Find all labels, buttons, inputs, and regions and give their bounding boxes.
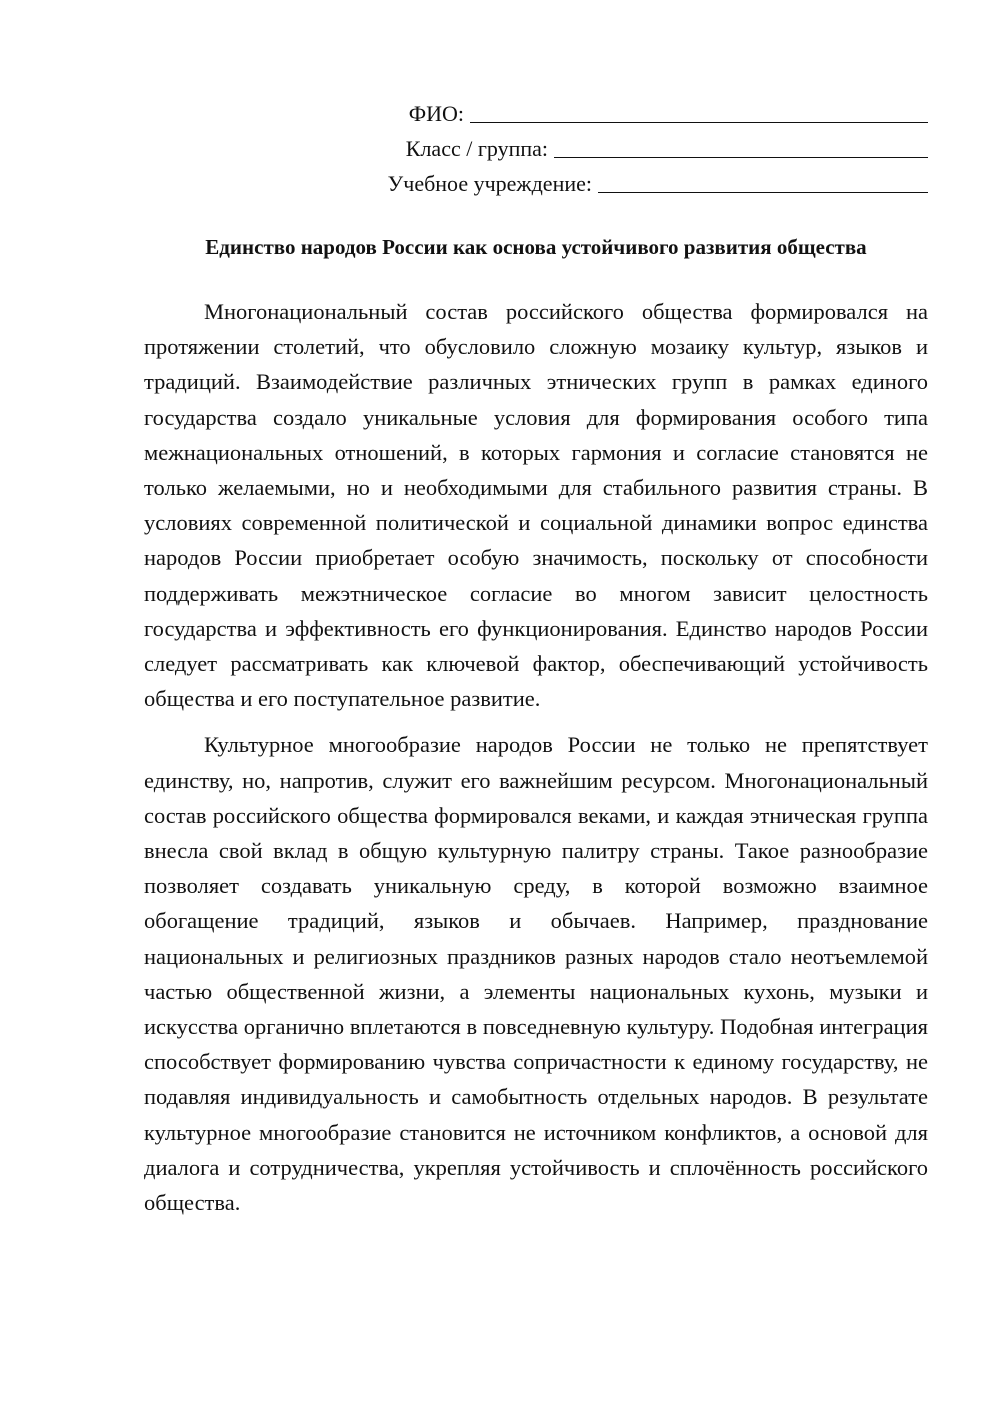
fio-blank-line[interactable] (470, 100, 928, 123)
institution-label: Учебное учреждение: (387, 171, 592, 196)
document-body (144, 294, 928, 1231)
paragraph: Многонациональный состав российского общества формировался на протяжении столетий, что обусловило сложную мозаику культур, языков и традиций. Взаимодействие различных этнических групп в рамках единого государства создало уникальные условия для формирования особого типа межнациональных отношений, в которых гармония и согласие становятся не только желаемыми, но и необходимыми для стабильного развития страны. В условиях современной политической и социальной динамики вопрос единства народов России приобретает особую значимость, поскольку от способности поддерживать межэтническое согласие во многом зависит целостность государства и эффективность его функционирования. Единство народов России следует рассматривать как ключевой фактор, обеспечивающий устойчивость общества и его поступательное развитие. (144, 299, 928, 712)
class-group-label: Класс / группа: (405, 136, 548, 161)
fio-field-row (328, 92, 928, 127)
document-title: Единство народов России как основа устойчивого развития общества (205, 235, 867, 259)
paragraph: Культурное многообразие народов России не только не препятствует единству, но, напротив, служит его важнейшим ресурсом. Многонациональный состав российского общества формировался веками, и каждая этническая группа внесла свой вклад в общую культурную палитру страны. Такое разнообразие позволяет создавать уникальную среду, в которой возможно взаимное обогащение традиций, языков и обычаев. Например, празднование национальных и религиозных праздников разных народов стало неотъемлемой частью общественной жизни, а элементы национальных кухонь, музыки и искусства органично вплетаются в повседневную культуру. Подобная интеграция способствует формированию чувства сопричастности к единому государству, не подавляя индивидуальность и самобытность отдельных народов. В результате культурное многообразие становится не источником конфликтов, а основой для диалога и сотрудничества, укрепляя устойчивость и сплочённость российского общества. (144, 732, 928, 1216)
class-group-blank-line[interactable] (554, 135, 928, 158)
institution-blank-line[interactable] (598, 170, 928, 193)
institution-field-row (328, 162, 928, 197)
class-field-row (328, 127, 928, 162)
fio-label: ФИО: (408, 101, 464, 126)
student-info-fields (328, 92, 928, 197)
